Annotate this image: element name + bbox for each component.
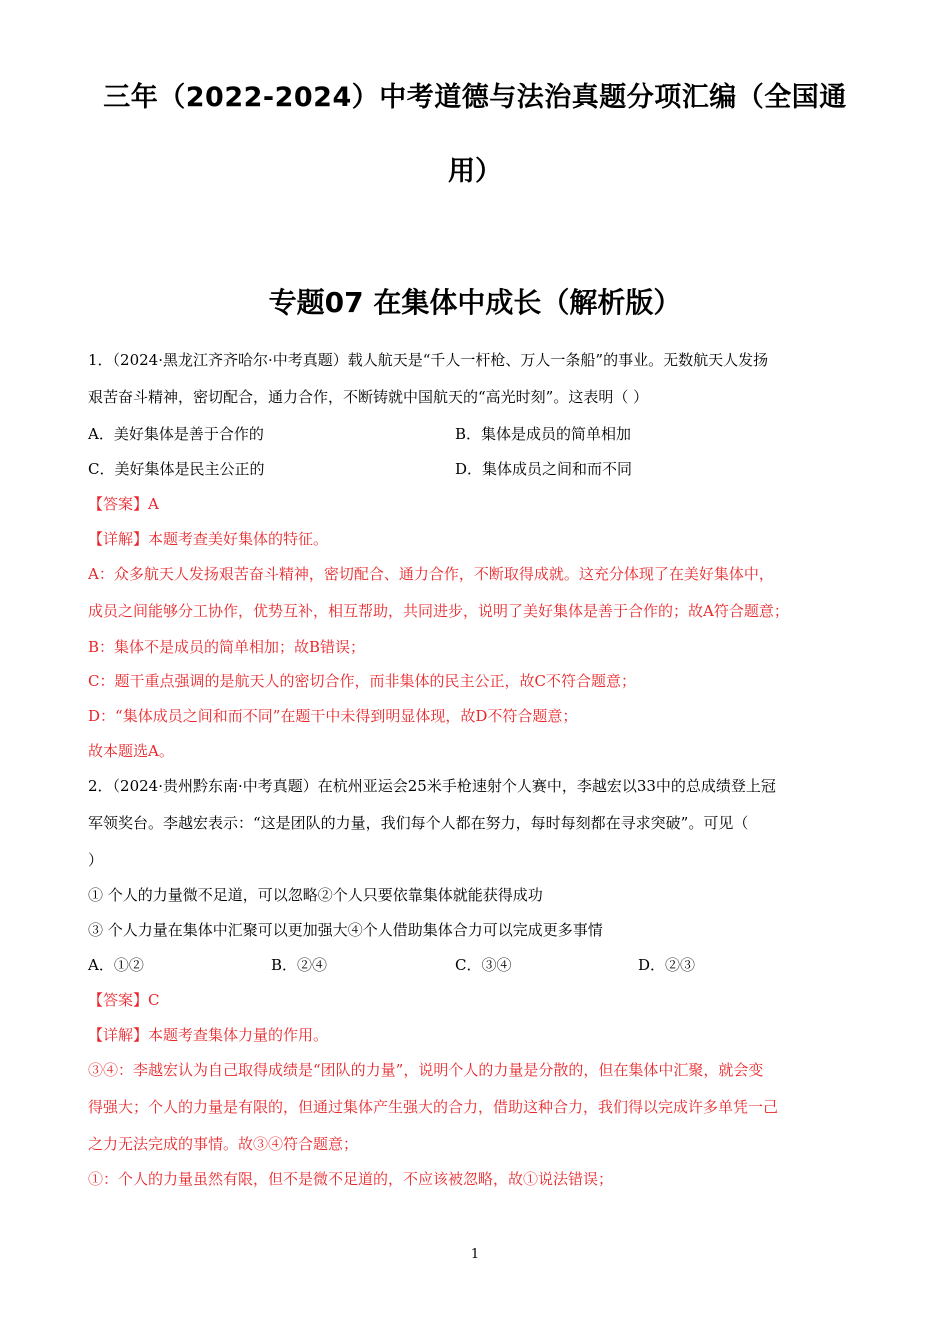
q2-explanation-line1: ③④：李越宏认为自己取得成绩是“团队的力量”，说明个人的力量是分散的，但在集体中汇聚，就会变	[88, 1061, 764, 1079]
q1-explanation-c: C：题干重点强调的是航天人的密切合作，而非集体的民主公正，故C不符合题意；	[88, 672, 636, 690]
q1-explanation-a2: 成员之间能够分工协作，优势互补，相互帮助，共同进步，说明了美好集体是善于合作的；故A符合题意；	[88, 602, 789, 620]
q1-option-a: A．美好集体是善于合作的	[88, 425, 264, 443]
document-subtitle: 专题07 在集体中成长（解析版）	[268, 286, 682, 319]
q2-stem-line1: 2．（2024·贵州黔东南·中考真题）在杭州亚运会25米手枪速射个人赛中，李越宏以33中的总成绩登上冠	[88, 777, 776, 795]
q1-option-d: D．集体成员之间和而不同	[455, 460, 633, 478]
q1-explanation-d: D：“集体成员之间和而不同”在题干中未得到明显体现，故D不符合题意；	[88, 707, 578, 725]
document-title-line2: 用）	[448, 156, 502, 187]
q2-answer: 【答案】C	[88, 991, 160, 1009]
q1-stem-line2: 艰苦奋斗精神，密切配合，通力合作，不断铸就中国航天的“高光时刻”。这表明（ ）	[88, 388, 649, 406]
q2-statements-line1: ① 个人的力量微不足道，可以忽略②个人只要依靠集体就能获得成功	[88, 886, 543, 904]
q2-statements-line2: ③ 个人力量在集体中汇聚可以更加强大④个人借助集体合力可以完成更多事情	[88, 921, 603, 939]
q1-explanation-a1: A：众多航天人发扬艰苦奋斗精神，密切配合、通力合作，不断取得成就。这充分体现了在美好集体中，	[88, 565, 774, 583]
q2-option-b: B．②④	[271, 956, 328, 974]
q2-explanation-line2: 得强大；个人的力量是有限的，但通过集体产生强大的合力，借助这种合力，我们得以完成许多单凭一己	[88, 1098, 779, 1116]
q1-option-c: C．美好集体是民主公正的	[88, 460, 265, 478]
q2-explanation-line3: 之力无法完成的事情。故③④符合题意；	[88, 1135, 359, 1153]
q1-answer: 【答案】A	[88, 495, 159, 513]
q1-explanation-b: B：集体不是成员的简单相加；故B错误；	[88, 638, 366, 656]
q1-conclusion: 故本题选A。	[88, 742, 174, 760]
q2-option-d: D．②③	[638, 956, 696, 974]
q1-stem-line1: 1．（2024·黑龙江齐齐哈尔·中考真题）载人航天是“千人一杆枪、万人一条船”的事业。无数航天人发扬	[88, 351, 769, 369]
q2-stem-line3: ）	[88, 851, 104, 869]
page-number: 1	[470, 1247, 480, 1262]
document-title-line1: 三年（2022-2024）中考道德与法治真题分项汇编（全国通	[103, 82, 847, 113]
q2-option-c: C．③④	[455, 956, 512, 974]
q2-detail: 【详解】本题考查集体力量的作用。	[88, 1026, 329, 1044]
q2-explanation-line4: ①：个人的力量虽然有限，但不是微不足道的，不应该被忽略，故①说法错误；	[88, 1170, 614, 1188]
q2-stem-line2: 军领奖台。李越宏表示：“这是团队的力量，我们每个人都在努力，每时每刻都在寻求突破”。可见（	[88, 814, 749, 832]
q1-detail: 【详解】本题考查美好集体的特征。	[88, 530, 329, 548]
q1-option-b: B．集体是成员的简单相加	[455, 425, 632, 443]
q2-option-a: A．①②	[88, 956, 144, 974]
